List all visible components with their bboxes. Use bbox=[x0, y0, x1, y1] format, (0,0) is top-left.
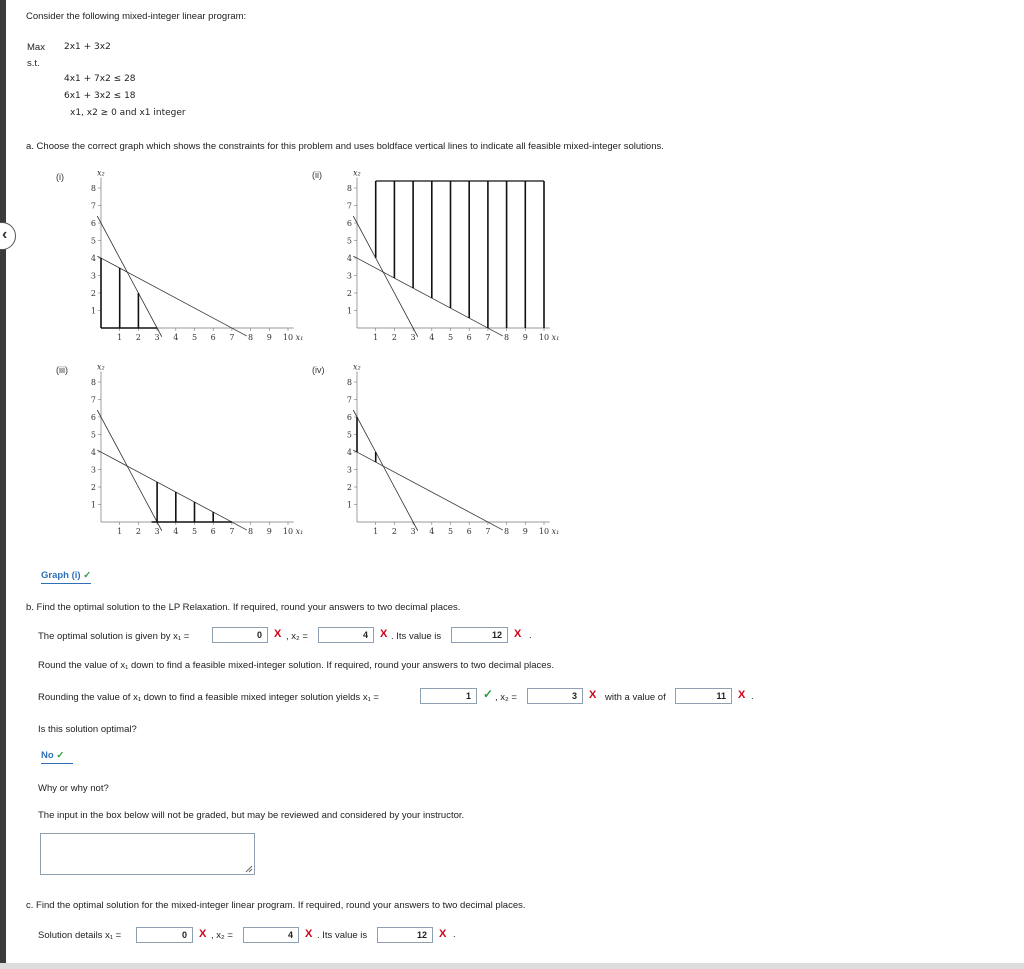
y-tick-label: 4 bbox=[346, 254, 352, 263]
y-tick-label: 2 bbox=[346, 289, 352, 298]
graph-answer[interactable] bbox=[41, 570, 91, 584]
correct-icon: ✓ bbox=[83, 570, 92, 581]
x-tick-label: 4 bbox=[429, 527, 435, 536]
objective: 2x1 + 3x2 bbox=[64, 42, 111, 52]
y-tick-label: 6 bbox=[90, 219, 96, 228]
x-tick-label: 2 bbox=[135, 527, 141, 536]
x-tick-label: 9 bbox=[522, 333, 528, 342]
why-label: Why or why not? bbox=[38, 783, 109, 794]
x-tick-label: 8 bbox=[504, 333, 510, 342]
wrong-icon: X bbox=[305, 928, 313, 940]
y-tick-label: 1 bbox=[90, 500, 96, 510]
x-tick-label: 8 bbox=[248, 333, 254, 342]
graph-i-label: (i) bbox=[56, 172, 64, 182]
x-tick-label: 9 bbox=[266, 333, 272, 342]
y-tick-label: 5 bbox=[346, 430, 352, 440]
x-tick-label: 4 bbox=[429, 333, 435, 342]
mip-x1-input[interactable]: 0 bbox=[136, 927, 193, 943]
x-tick-label: 5 bbox=[191, 527, 198, 536]
back-button[interactable] bbox=[0, 222, 16, 250]
round-x2-label: , x₂ = bbox=[495, 692, 517, 703]
why-textarea[interactable] bbox=[40, 833, 255, 875]
left-edge-bar bbox=[0, 0, 6, 969]
x-tick-label: 7 bbox=[229, 333, 235, 342]
y-tick-label: 1 bbox=[90, 306, 96, 316]
y-tick-label: 7 bbox=[90, 201, 96, 211]
y-tick-label: 8 bbox=[90, 378, 96, 387]
with-value-label: with a value of bbox=[605, 692, 666, 703]
x-tick-label: 6 bbox=[210, 333, 216, 342]
x-tick-label: 8 bbox=[248, 527, 254, 536]
x-tick-label: 1 bbox=[373, 527, 379, 536]
ungraded-note: The input in the box below will not be graded, but may be reviewed and considered by your instructor. bbox=[38, 810, 465, 821]
y-tick-label: 5 bbox=[90, 236, 96, 246]
y-axis-label: x₂ bbox=[97, 168, 105, 178]
x-tick-label: 7 bbox=[485, 527, 491, 536]
y-tick-label: 1 bbox=[346, 500, 352, 510]
part-b-question: b. Find the optimal solution to the LP Relaxation. If required, round your answers to two decimal places. bbox=[26, 602, 461, 613]
problem-intro: Consider the following mixed-integer linear program: bbox=[26, 11, 247, 22]
graph-iii[interactable] bbox=[80, 362, 320, 542]
y-tick-label: 1 bbox=[346, 306, 352, 316]
optimal-question: Is this solution optimal? bbox=[38, 724, 137, 735]
chevron-left-icon: ‹ bbox=[2, 226, 8, 243]
part-a-question: a. Choose the correct graph which shows the constraints for this problem and uses boldface vertical lines to indicate all feasible mixed-integer solutions. bbox=[26, 141, 664, 152]
period: . bbox=[453, 929, 456, 940]
y-tick-label: 4 bbox=[346, 448, 352, 457]
period: . bbox=[751, 691, 754, 702]
mip-value-label: . Its value is bbox=[317, 930, 368, 941]
rounding-prefix: Rounding the value of x₁ down to find a feasible mixed integer solution yields x₁ = bbox=[38, 692, 379, 703]
y-axis-label: x₂ bbox=[353, 362, 361, 372]
part-c-question: c. Find the optimal solution for the mixed-integer linear program. If required, round your answers to two decimal places. bbox=[26, 900, 526, 911]
x-tick-label: 3 bbox=[410, 527, 416, 536]
x-tick-label: 10 bbox=[538, 333, 550, 342]
solution-prefix: Solution details x₁ = bbox=[38, 930, 122, 941]
y-tick-label: 8 bbox=[346, 184, 352, 193]
wrong-icon: X bbox=[199, 928, 207, 940]
y-tick-label: 2 bbox=[346, 483, 352, 492]
x-tick-label: 6 bbox=[466, 333, 472, 342]
x-tick-label: 5 bbox=[447, 527, 454, 536]
x-tick-label: 5 bbox=[191, 333, 198, 342]
optimal-answer-text: No bbox=[41, 750, 54, 761]
mip-value-input[interactable]: 12 bbox=[377, 927, 433, 943]
x-axis-label: x₁ bbox=[551, 527, 560, 536]
max-label: Max bbox=[27, 42, 45, 53]
x-tick-label: 7 bbox=[485, 333, 491, 342]
graph-ii[interactable] bbox=[336, 168, 576, 348]
x-tick-label: 8 bbox=[504, 527, 510, 536]
y-tick-label: 3 bbox=[90, 465, 96, 475]
y-tick-label: 6 bbox=[346, 219, 352, 228]
x-tick-label: 7 bbox=[229, 527, 235, 536]
constraint-line-1 bbox=[353, 450, 503, 530]
y-tick-label: 8 bbox=[346, 378, 352, 387]
lp-x2-input[interactable]: 4 bbox=[318, 627, 374, 643]
graph-i[interactable] bbox=[80, 168, 320, 348]
constraint-line-1 bbox=[353, 256, 503, 336]
constraint-2: 6x1 + 3x2 ≤ 18 bbox=[64, 91, 136, 101]
round-x2-input[interactable]: 3 bbox=[527, 688, 583, 704]
round-x1-input[interactable]: 1 bbox=[420, 688, 477, 704]
x-tick-label: 2 bbox=[135, 333, 141, 342]
x-tick-label: 5 bbox=[447, 333, 454, 342]
y-tick-label: 2 bbox=[90, 289, 96, 298]
x-tick-label: 3 bbox=[154, 333, 160, 342]
x-axis-label: x₁ bbox=[295, 333, 304, 342]
y-tick-label: 6 bbox=[90, 413, 96, 422]
lp-x2-label: , x₂ = bbox=[286, 631, 308, 642]
st-label: s.t. bbox=[27, 58, 40, 69]
lp-value-label: . Its value is bbox=[391, 631, 442, 642]
wrong-icon: X bbox=[439, 928, 447, 940]
x-tick-label: 3 bbox=[154, 527, 160, 536]
x-tick-label: 9 bbox=[266, 527, 272, 536]
y-tick-label: 6 bbox=[346, 413, 352, 422]
lp-value-input[interactable]: 12 bbox=[451, 627, 508, 643]
graph-iv-label: (iv) bbox=[312, 365, 325, 375]
constraint-line-2 bbox=[353, 410, 418, 531]
constraint-line-1 bbox=[97, 450, 247, 530]
x-tick-label: 1 bbox=[117, 527, 123, 536]
graph-iv[interactable] bbox=[336, 362, 576, 542]
resize-handle-icon[interactable] bbox=[245, 865, 253, 873]
x-axis-label: x₁ bbox=[551, 333, 560, 342]
y-tick-label: 4 bbox=[90, 448, 96, 457]
y-tick-label: 3 bbox=[346, 271, 352, 281]
correct-icon: ✓ bbox=[56, 750, 65, 761]
wrong-icon: X bbox=[738, 689, 746, 701]
x-tick-label: 4 bbox=[173, 333, 179, 342]
constraint-1: 4x1 + 7x2 ≤ 28 bbox=[64, 74, 136, 84]
x-tick-label: 4 bbox=[173, 527, 179, 536]
wrong-icon: X bbox=[514, 628, 522, 640]
constraint-line-2 bbox=[353, 216, 418, 337]
constraint-line-2 bbox=[97, 216, 162, 337]
y-tick-label: 7 bbox=[346, 395, 352, 405]
x-tick-label: 9 bbox=[522, 527, 528, 536]
x-tick-label: 2 bbox=[391, 333, 397, 342]
y-axis-label: x₂ bbox=[353, 168, 361, 178]
y-tick-label: 3 bbox=[90, 271, 96, 281]
wrong-icon: X bbox=[380, 628, 388, 640]
lp-x1-input[interactable]: 0 bbox=[212, 627, 268, 643]
y-tick-label: 7 bbox=[90, 395, 96, 405]
wrong-icon: X bbox=[274, 628, 282, 640]
y-tick-label: 5 bbox=[90, 430, 96, 440]
wrong-icon: X bbox=[589, 689, 597, 701]
optimal-answer[interactable] bbox=[41, 750, 73, 764]
x-tick-label: 3 bbox=[410, 333, 416, 342]
graph-ii-label: (ii) bbox=[312, 170, 322, 180]
graph-answer-text: Graph (i) bbox=[41, 570, 81, 581]
x-tick-label: 1 bbox=[373, 333, 379, 342]
graph-iii-label: (iii) bbox=[56, 365, 68, 375]
y-tick-label: 7 bbox=[346, 201, 352, 211]
round-value-input[interactable]: 11 bbox=[675, 688, 732, 704]
y-axis-label: x₂ bbox=[97, 362, 105, 372]
x-tick-label: 2 bbox=[391, 527, 397, 536]
y-tick-label: 2 bbox=[90, 483, 96, 492]
mip-x2-label: , x₂ = bbox=[211, 930, 233, 941]
x-tick-label: 6 bbox=[210, 527, 216, 536]
y-tick-label: 8 bbox=[90, 184, 96, 193]
x-tick-label: 10 bbox=[538, 527, 550, 536]
x-tick-label: 10 bbox=[282, 527, 294, 536]
x-tick-label: 10 bbox=[282, 333, 294, 342]
period: . bbox=[529, 630, 532, 641]
constraint-3: x1, x2 ≥ 0 and x1 integer bbox=[70, 108, 186, 118]
x-tick-label: 6 bbox=[466, 527, 472, 536]
y-tick-label: 5 bbox=[346, 236, 352, 246]
mip-x2-input[interactable]: 4 bbox=[243, 927, 299, 943]
y-tick-label: 3 bbox=[346, 465, 352, 475]
x-tick-label: 1 bbox=[117, 333, 123, 342]
bottom-scrollbar[interactable] bbox=[0, 963, 1024, 969]
correct-icon: ✓ bbox=[483, 687, 494, 701]
constraint-line-2 bbox=[97, 410, 162, 531]
round-instruction: Round the value of x₁ down to find a feasible mixed-integer solution. If required, round your answers to two decimal places. bbox=[38, 660, 554, 671]
x-axis-label: x₁ bbox=[295, 527, 304, 536]
y-tick-label: 4 bbox=[90, 254, 96, 263]
lp-solution-prefix: The optimal solution is given by x₁ = bbox=[38, 631, 190, 642]
